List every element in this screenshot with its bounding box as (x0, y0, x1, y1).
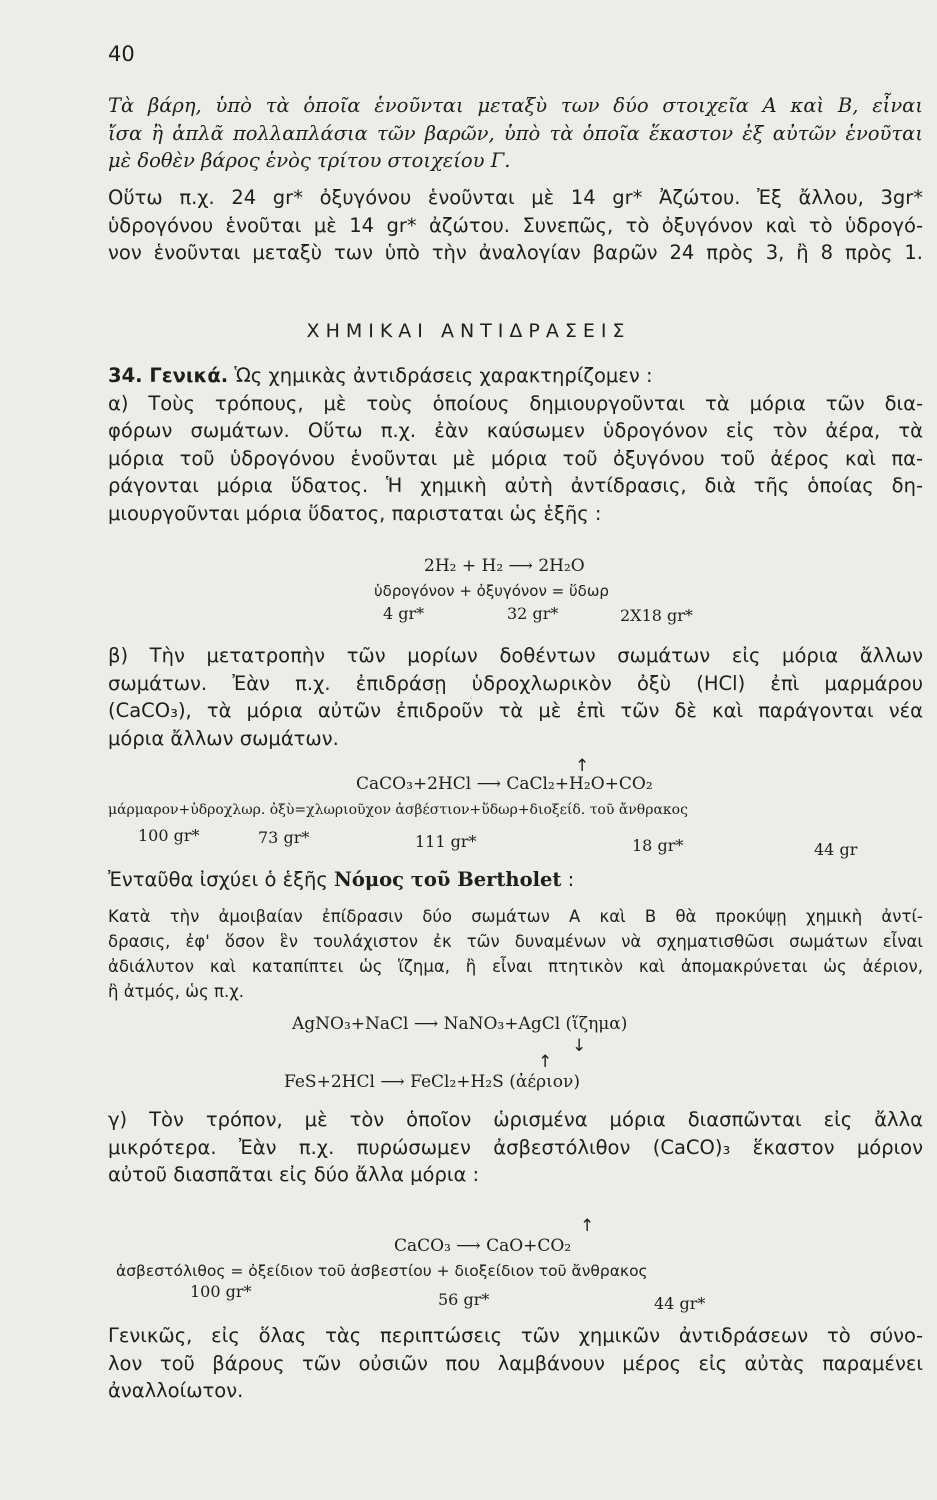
weight-value: 100 gr* (138, 826, 200, 845)
equation-5: CaCO₃ ⟶ CaO+CO₂ (394, 1236, 572, 1256)
text-line: ράγονται μόρια ὕδατος. Ἡ χημικὴ αὐτὴ ἀντίδρασις, διὰ τῆς ὁποίας δη- (108, 474, 923, 497)
text-line: Γενικῶς, εἰς ὅλας τὰς περιπτώσεις τῶν χημικῶν ἀντιδράσεων τὸ σύνο- (108, 1324, 923, 1347)
gas-arrow-up-icon: ↑ (580, 1216, 595, 1236)
weight-value: 73 gr* (258, 828, 310, 847)
equation-1-words: ὑδρογόνον + ὀξυγόνον = ὕδωρ (374, 582, 609, 600)
text-line: ὑδρογόνου ἑνοῦται μὲ 14 gr* ἀζώτου. Συνεπῶς, τὸ ὀξυγόνον καὶ τὸ ὑδρογό- (108, 213, 923, 237)
text-line: (CaCO₃), τὰ μόρια αὐτῶν ἐπιδροῦν τὰ μὲ ἐπὶ τῶν δὲ καὶ παράγονται νέα (108, 699, 923, 722)
text-line: γ) Τὸν τρόπον, μὲ τὸν ὁποῖον ὡρισμένα μόρια διασπῶνται εἰς ἄλλα (108, 1108, 923, 1131)
text-line: μόρια ἄλλων σωμάτων. (108, 726, 339, 750)
section-title: 34. Γενικά. (108, 364, 229, 387)
text-line: Ἐνταῦθα ἰσχύει ὁ ἑξῆς Νόμος τοῦ Bertholet : (108, 868, 575, 891)
equation-2: CaCO₃+2HCl ⟶ CaCl₂+H₂O+CO₂ (356, 774, 653, 794)
law-name: Νόμος τοῦ Bertholet (334, 868, 562, 891)
gas-arrow-up-icon: ↑ (575, 756, 590, 776)
weight-value: 44 gr (814, 840, 858, 859)
weight-value: 56 gr* (438, 1290, 490, 1309)
gas-arrow-up-icon: ↑ (538, 1052, 553, 1072)
text-line: φόρων σωμάτων. Οὕτω π.χ. ἐὰν καύσωμεν ὑδρογόνον εἰς τὸν ἀέρα, τὰ (108, 419, 923, 442)
equation-5-words: ἀσβεστόλιθος = ὀξείδιον τοῦ ἀσβεστίου + διοξείδιον τοῦ ἄνθρακος (116, 1262, 648, 1280)
text-line: Κατὰ τὴν ἀμοιβαίαν ἐπίδρασιν δύο σωμάτων Α καὶ Β θὰ προκύψῃ χημικὴ ἀντί- (108, 907, 923, 926)
page-number: 40 (108, 42, 135, 66)
text-line: μὲ δοθὲν βάρος ἑνὸς τρίτου στοιχείου Γ. (108, 149, 511, 172)
weight-value: 2X18 gr* (620, 606, 693, 625)
text-line: δρασις, ἐφ' ὅσον ἓν τουλάχιστον ἐκ τῶν δυναμένων νὰ σχηματισθῶσι σωμάτων εἶναι (108, 932, 923, 951)
text-line: μικρότερα. Ἐὰν π.χ. πυρώσωμεν ἀσβεστόλιθον (CaCO)₃ ἕκαστον μόριον (108, 1135, 923, 1159)
law-intro (108, 866, 923, 894)
weight-value: 100 gr* (190, 1282, 252, 1301)
text-line: αὐτοῦ διασπᾶται εἰς δύο ἄλλα μόρια : (108, 1163, 480, 1186)
precipitate-arrow-down-icon: ↓ (572, 1036, 587, 1056)
final-paragraph (108, 1322, 923, 1405)
text-line: μόρια τοῦ ὑδρογόνου ἑνοῦνται μὲ μόρια τοῦ ὀξυγόνου τοῦ ἀέρος καὶ πα- (108, 446, 923, 470)
equation-2-words: μάρμαρον+ὑδροχλωρ. ὀξὺ=χλωριοῦχον ἀσβέστιον+ὕδωρ+διοξείδ. τοῦ ἄνθρακος (108, 802, 688, 818)
equation-4: FeS+2HCl ⟶ FeCl₂+H₂S (ἀέριον) (284, 1072, 580, 1092)
equation-1: 2H₂ + H₂ ⟶ 2H₂O (424, 556, 585, 576)
text-line: α) Τοὺς τρόπους, μὲ τοὺς ὁποίους δημιουργοῦνται τὰ μόρια τῶν δια- (108, 391, 923, 415)
weight-value: 111 gr* (415, 832, 477, 851)
text-line: β) Τὴν μετατροπὴν τῶν μορίων δοθέντων σωμάτων εἰς μόρια ἄλλων (108, 644, 923, 667)
text-line: λον τοῦ βάρους τῶν οὐσιῶν που λαμβάνουν μέρος εἰς αὐτὰς παραμένει (108, 1351, 923, 1375)
text-line: Τὰ βάρη, ὑπὸ τὰ ὁποῖα ἑνοῦνται μεταξὺ των δύο στοιχεῖα Α καὶ Β, εἶναι (108, 94, 923, 117)
text-line: ἴσα ἢ ἁπλᾶ πολλαπλάσια τῶν βαρῶν, ὑπὸ τὰ ὁποῖα ἕκαστον ἐξ αὐτῶν ἑνοῦται (108, 121, 923, 145)
law-statement (108, 904, 923, 1004)
text-line: 34. Γενικά. Ὡς χημικὰς ἀντιδράσεις χαρακτηρίζομεν : (108, 364, 653, 387)
paragraph-c (108, 1106, 923, 1189)
weight-value: 44 gr* (654, 1294, 706, 1313)
text-line: σωμάτων. Ἐὰν π.χ. ἐπιδράσῃ ὑδροχλωρικὸν ὀξὺ (HCl) ἐπὶ μαρμάρου (108, 671, 923, 695)
section-intro (108, 362, 923, 527)
paragraph-b (108, 642, 923, 752)
weight-value: 18 gr* (632, 836, 684, 855)
text-line: Οὕτω π.χ. 24 gr* ὀξυγόνου ἑνοῦνται μὲ 14 gr* Ἀζώτου. Ἐξ ἄλλου, 3gr* (108, 186, 923, 209)
weight-value: 32 gr* (507, 604, 559, 623)
section-heading: ΧΗΜΙΚΑΙ ΑΝΤΙΔΡΑΣΕΙΣ (306, 320, 631, 342)
text-line: νον ἑνοῦνται μεταξὺ των ὑπὸ τὴν ἀναλογίαν βαρῶν 24 πρὸς 3, ἢ 8 πρὸς 1. (108, 241, 923, 264)
text-line: μιουργοῦνται μόρια ὕδατος, παρισταται ὡς ἑξῆς : (108, 501, 602, 525)
text-line: ἢ ἀτμός, ὡς π.χ. (108, 982, 244, 1001)
example-paragraph (108, 184, 923, 267)
weight-value: 4 gr* (383, 604, 425, 623)
intro-paragraph (108, 92, 923, 175)
equation-3: AgNO₃+NaCl ⟶ NaNO₃+AgCl (ἵζημα) (292, 1014, 628, 1034)
text-line: ἀναλλοίωτον. (108, 1379, 244, 1402)
text-line: ἀδιάλυτον καὶ καταπίπτει ὡς ἵζημα, ἢ εἶναι πτητικὸν καὶ ἀπομακρύνεται ὡς ἀέριον, (108, 957, 923, 976)
